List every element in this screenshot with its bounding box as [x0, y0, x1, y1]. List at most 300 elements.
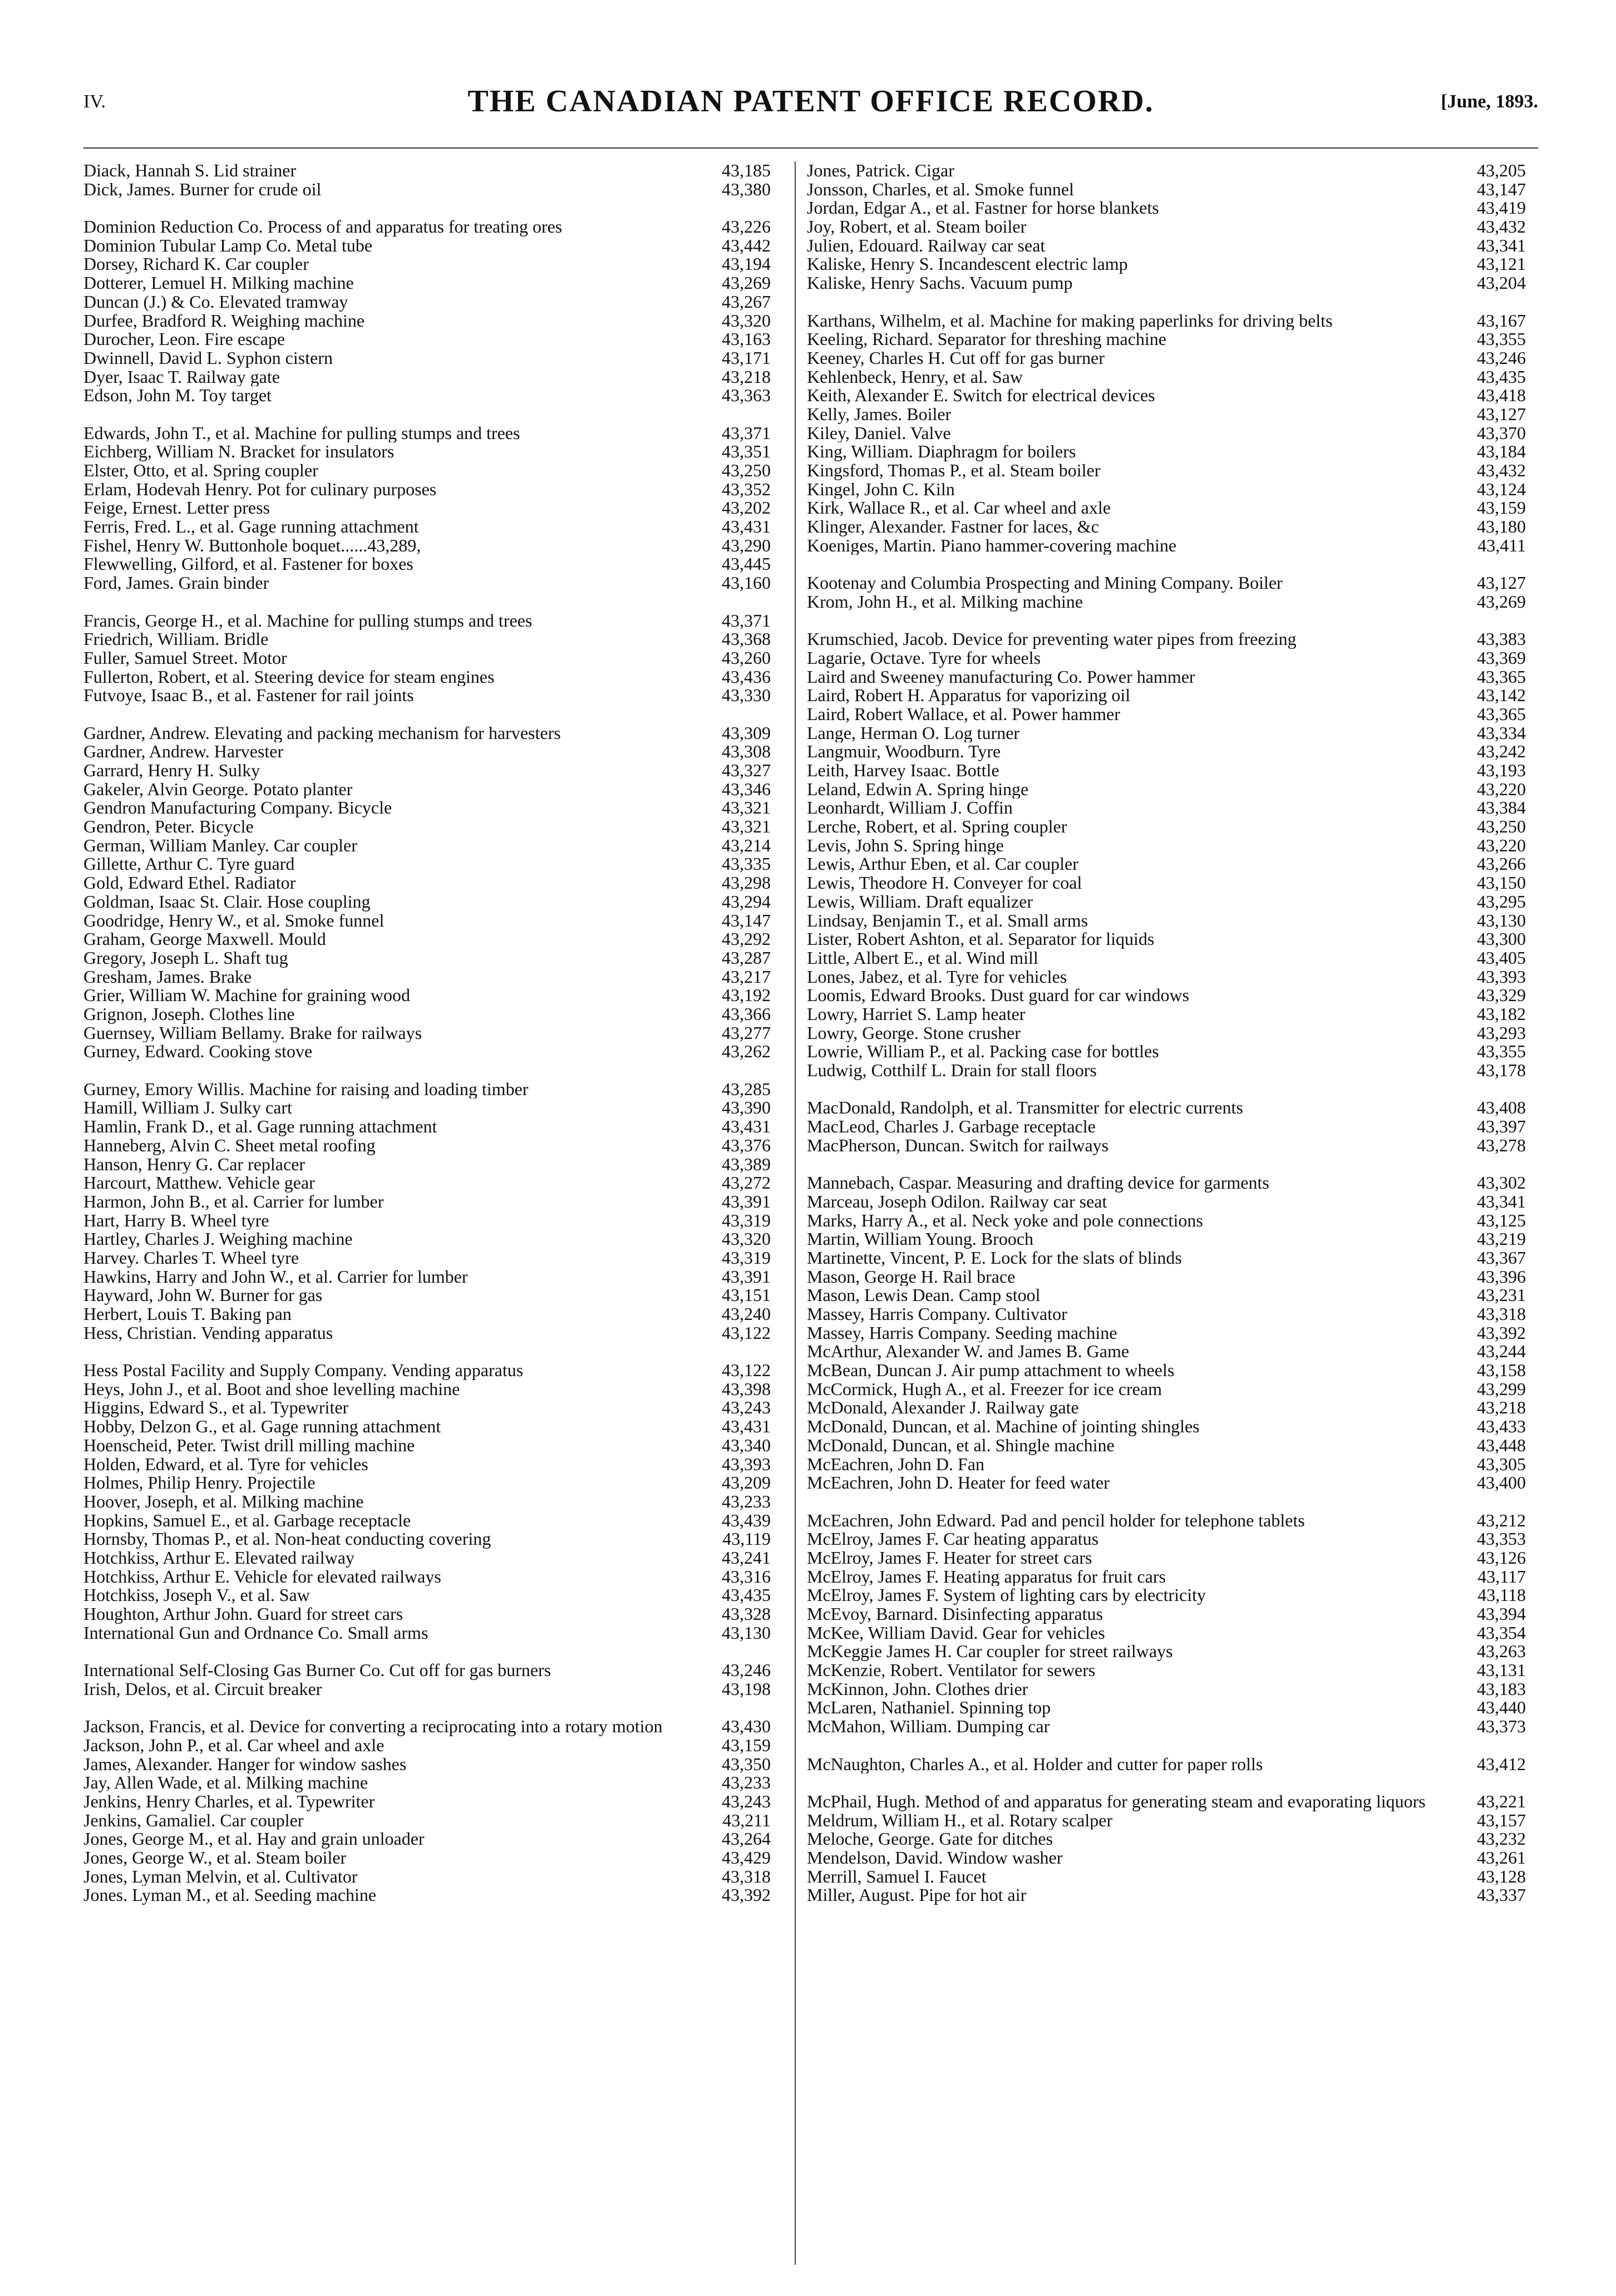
- index-entry: [83, 237, 771, 255]
- entry-text: James, Alexander. Hanger for window sashes: [83, 1755, 407, 1774]
- index-entry: [807, 293, 1526, 330]
- index-entry: [807, 1155, 1526, 1193]
- patent-number: 43,350: [722, 1753, 771, 1774]
- entry-text: Edwards, John T., et al. Machine for pulling stumps and trees: [83, 423, 520, 443]
- index-entry: [807, 1661, 1526, 1680]
- entry-text: Gendron Manufacturing Company. Bicycle: [83, 799, 392, 818]
- index-entry: [83, 1530, 771, 1549]
- entry-text: Goodridge, Henry W., et al. Smoke funnel: [83, 911, 385, 930]
- entry-text: Dominion Tubular Lamp Co. Metal tube: [83, 236, 373, 255]
- patent-number: 43,337: [1477, 1885, 1526, 1905]
- entry-text: Ferris, Fred. L., et al. Gage running attachment: [83, 518, 419, 536]
- patent-number: 43,285: [722, 1078, 771, 1099]
- entry-text: Karthans, Wilhelm, et al. Machine for making paperlinks for driving belts: [807, 311, 1333, 331]
- index-entry: [807, 1249, 1526, 1268]
- entry-text: Massey, Harris Company. Cultivator: [807, 1305, 1067, 1324]
- index-entry: [807, 480, 1526, 499]
- patent-number: 43,241: [722, 1547, 771, 1568]
- index-entry: [807, 705, 1526, 724]
- entry-text: Fullerton, Robert, et al. Steering device for steam engines: [83, 667, 495, 687]
- entry-text: Holden, Edward, et al. Tyre for vehicles: [83, 1455, 368, 1474]
- patent-number: 43,221: [1477, 1791, 1526, 1811]
- entry-text: Levis, John S. Spring hinge: [807, 836, 1004, 855]
- patent-number: 43,130: [722, 1622, 771, 1643]
- entry-text: Flewwelling, Gilford, et al. Fastener for boxes: [83, 555, 413, 574]
- patent-number: 43,278: [1477, 1135, 1526, 1155]
- entry-text: Jenkins, Henry Charles, et al. Typewriter: [83, 1792, 375, 1811]
- index-entry: [83, 1249, 771, 1268]
- patent-number: 43,340: [722, 1435, 771, 1455]
- patent-number: 43,147: [722, 910, 771, 930]
- patent-number: 43,432: [1477, 460, 1526, 480]
- patent-number: 43,328: [722, 1604, 771, 1624]
- index-entry: [807, 1455, 1526, 1474]
- entry-text: MacDonald, Randolph, et al. Transmitter for electric currents: [807, 1098, 1243, 1118]
- entry-text: Mannebach, Caspar. Measuring and drafting device for garments: [807, 1174, 1269, 1193]
- index-entry: [83, 799, 771, 817]
- entry-text: Martin, William Young. Brooch: [807, 1230, 1034, 1249]
- entry-text: Hamlin, Frank D., et al. Gage running attachment: [83, 1117, 437, 1136]
- index-entry: [807, 255, 1526, 274]
- patent-number: 43,218: [1477, 1397, 1526, 1418]
- index-entry: [83, 1586, 771, 1605]
- patent-number: 43,400: [1477, 1472, 1526, 1493]
- index-entry: [83, 461, 771, 480]
- patent-number: 43,266: [1477, 854, 1526, 874]
- entry-text: Fishel, Henry W. Buttonhole boquet......43,289,: [83, 536, 421, 555]
- index-entry: [807, 1830, 1526, 1849]
- index-entry: [83, 1436, 771, 1455]
- index-entry: [807, 968, 1526, 987]
- index-entry: [83, 1549, 771, 1568]
- index-entry: [83, 593, 771, 630]
- patent-number: 43,184: [1477, 441, 1526, 462]
- index-entry: [807, 237, 1526, 255]
- entry-text: Kootenay and Columbia Prospecting and Mining Company. Boiler: [807, 574, 1283, 593]
- index-entry: [807, 893, 1526, 911]
- patent-number: 43,220: [1477, 835, 1526, 855]
- index-entry: [83, 1511, 771, 1530]
- patent-number: 43,232: [1477, 1829, 1526, 1849]
- entry-text: Grignon, Joseph. Clothes line: [83, 1004, 295, 1024]
- header-rule: [83, 147, 1538, 149]
- patent-number: 43,435: [1477, 366, 1526, 387]
- patent-number: 43,371: [722, 610, 771, 630]
- patent-number: 43,412: [1477, 1753, 1526, 1774]
- index-entry: [83, 1230, 771, 1249]
- entry-text: Hanson, Henry G. Car replacer: [83, 1155, 306, 1174]
- entry-text: Hotchkiss, Arthur E. Vehicle for elevated railways: [83, 1567, 441, 1586]
- patent-number: 43,391: [722, 1266, 771, 1287]
- entry-text: Dorsey, Richard K. Car coupler: [83, 255, 309, 274]
- entry-text: McDonald, Duncan, et al. Machine of jointing shingles: [807, 1417, 1200, 1436]
- index-entry: [807, 330, 1526, 349]
- index-entry: [807, 1698, 1526, 1717]
- index-entry: [807, 930, 1526, 949]
- entry-text: McLaren, Nathaniel. Spinning top: [807, 1698, 1051, 1718]
- index-entry: [807, 1568, 1526, 1586]
- entry-text: Kirk, Wallace R., et al. Car wheel and axle: [807, 499, 1111, 518]
- entry-text: Harvey. Charles T. Wheel tyre: [83, 1248, 299, 1268]
- patent-number: 43,180: [1477, 516, 1526, 537]
- index-entry: [83, 1455, 771, 1474]
- entry-text: Gregory, Joseph L. Shaft tug: [83, 948, 288, 968]
- patent-number: 43,367: [1477, 1247, 1526, 1268]
- index-entry: [807, 424, 1526, 443]
- entry-text: Jenkins, Gamaliel. Car coupler: [83, 1811, 304, 1830]
- index-entry: [83, 705, 771, 742]
- patent-number: 43,346: [722, 779, 771, 799]
- patent-number: 43,341: [1477, 235, 1526, 255]
- patent-number: 43,243: [722, 1397, 771, 1418]
- entry-text: Fuller, Samuel Street. Motor: [83, 648, 287, 668]
- entry-text: Higgins, Edward S., et al. Typewriter: [83, 1398, 349, 1418]
- entry-text: Lewis, William. Draft equalizer: [807, 892, 1033, 911]
- patent-number: 43,130: [1477, 910, 1526, 930]
- entry-text: Jackson, Francis, et al. Device for converting a reciprocating into a rotary motion: [83, 1717, 663, 1736]
- index-entry: [807, 274, 1526, 293]
- entry-text: Dotterer, Lemuel H. Milking machine: [83, 274, 354, 293]
- index-entry: [807, 612, 1526, 649]
- index-entry: [83, 1155, 771, 1174]
- patent-number: 43,436: [722, 666, 771, 687]
- patent-number: 43,363: [722, 385, 771, 406]
- index-entry: [83, 1773, 771, 1792]
- patent-number: 43,354: [1477, 1622, 1526, 1643]
- index-entry: [83, 968, 771, 987]
- index-entry: [83, 761, 771, 780]
- entry-text: Joy, Robert, et al. Steam boiler: [807, 218, 1027, 237]
- index-entry: [83, 255, 771, 274]
- patent-number: 43,192: [722, 985, 771, 1006]
- patent-number: 43,122: [722, 1322, 771, 1343]
- index-entry: [83, 836, 771, 855]
- entry-text: Durfee, Bradford R. Weighing machine: [83, 311, 365, 331]
- index-entry: [807, 949, 1526, 968]
- entry-text: Harmon, John B., et al. Carrier for lumber: [83, 1192, 384, 1211]
- entry-text: Gurney, Edward. Cooking stove: [83, 1042, 313, 1062]
- patent-number: 43,205: [1477, 160, 1526, 180]
- patent-number: 43,393: [1477, 966, 1526, 987]
- entry-text: Harcourt, Matthew. Vehicle gear: [83, 1174, 315, 1193]
- index-entry: [83, 986, 771, 1005]
- entry-text: Jones. Lyman M., et al. Seeding machine: [83, 1886, 377, 1905]
- entry-text: Friedrich, William. Bridle: [83, 630, 269, 649]
- entry-text: McElroy, James F. Heating apparatus for fruit cars: [807, 1567, 1166, 1586]
- patent-number: 43,262: [722, 1041, 771, 1062]
- index-entry: [83, 1568, 771, 1586]
- patent-number: 43,365: [1477, 666, 1526, 687]
- index-entry: [83, 199, 771, 236]
- index-entry: [807, 1736, 1526, 1773]
- entry-text: Kingsford, Thomas P., et al. Steam boiler: [807, 461, 1101, 480]
- entry-text: McElroy, James F. System of lighting cars by electricity: [807, 1586, 1206, 1605]
- patent-number: 43,405: [1477, 947, 1526, 968]
- patent-number: 43,231: [1477, 1285, 1526, 1305]
- index-entry: [83, 1211, 771, 1230]
- patent-number: 43,334: [1477, 722, 1526, 743]
- patent-number: 43,142: [1477, 685, 1526, 706]
- index-entry: [807, 1193, 1526, 1211]
- patent-number: 43,370: [1477, 422, 1526, 443]
- patent-number: 43,157: [1477, 1810, 1526, 1830]
- index-entry: [83, 180, 771, 199]
- entry-text: Ford, James. Grain binder: [83, 574, 269, 593]
- index-entry: [807, 1530, 1526, 1549]
- index-entry: [807, 1211, 1526, 1230]
- entry-text: Hotchkiss, Arthur E. Elevated railway: [83, 1548, 354, 1568]
- index-entry: [83, 930, 771, 949]
- entry-text: McEachren, John D. Fan: [807, 1455, 985, 1474]
- entry-text: Mason, George H. Rail brace: [807, 1267, 1016, 1287]
- patent-number: 43,158: [1477, 1360, 1526, 1381]
- entry-text: Mason, Lewis Dean. Camp stool: [807, 1286, 1041, 1305]
- entry-text: Edson, John M. Toy target: [83, 386, 272, 405]
- patent-number: 43,365: [1477, 703, 1526, 724]
- patent-number: 43,330: [722, 685, 771, 706]
- entry-text: Massey, Harris Company. Seeding machine: [807, 1323, 1117, 1343]
- patent-number: 43,299: [1477, 1378, 1526, 1399]
- index-entry: [807, 686, 1526, 705]
- entry-text: Gurney, Emory Willis. Machine for raising and loading timber: [83, 1080, 529, 1099]
- patent-number: 43,212: [1477, 1510, 1526, 1530]
- index-entry: [83, 686, 771, 705]
- patent-number: 43,308: [722, 741, 771, 762]
- entry-text: Dyer, Isaac T. Railway gate: [83, 367, 280, 387]
- entry-text: Gardner, Andrew. Harvester: [83, 742, 284, 762]
- entry-text: Hamill, William J. Sulky cart: [83, 1098, 292, 1118]
- patent-number: 43,125: [1477, 1210, 1526, 1230]
- entry-text: Leith, Harvey Isaac. Bottle: [807, 761, 999, 780]
- entry-text: Hotchkiss, Joseph V., et al. Saw: [83, 1586, 310, 1605]
- index-entry: [83, 1417, 771, 1436]
- left-column: [83, 161, 771, 1905]
- entry-text: Hayward, John W. Burner for gas: [83, 1286, 323, 1305]
- index-entry: [83, 1849, 771, 1868]
- index-entry: [807, 1680, 1526, 1699]
- entry-text: Keeney, Charles H. Cut off for gas burner: [807, 348, 1105, 368]
- index-entry: [807, 1024, 1526, 1043]
- index-entry: [807, 1586, 1526, 1605]
- entry-text: Hobby, Delzon G., et al. Gage running attachment: [83, 1417, 441, 1436]
- entry-text: Jackson, John P., et al. Car wheel and axle: [83, 1736, 385, 1755]
- patent-number: 43,321: [722, 816, 771, 837]
- index-entry: [83, 330, 771, 349]
- entry-text: McKinnon, John. Clothes drier: [807, 1679, 1028, 1699]
- patent-number: 43,272: [722, 1172, 771, 1193]
- entry-text: Hess, Christian. Vending apparatus: [83, 1323, 333, 1343]
- patent-number: 43,126: [1477, 1547, 1526, 1568]
- patent-number: 43,369: [1477, 647, 1526, 668]
- entry-text: Hopkins, Samuel E., et al. Garbage receptacle: [83, 1511, 411, 1530]
- entry-text: International Gun and Ordnance Co. Small arms: [83, 1623, 428, 1643]
- entry-text: Jones, George M., et al. Hay and grain unloader: [83, 1830, 425, 1849]
- index-entry: [83, 893, 771, 911]
- patent-number: 43,448: [1477, 1435, 1526, 1455]
- patent-number: 43,319: [722, 1210, 771, 1230]
- index-entry: [807, 855, 1526, 874]
- entry-text: Jay, Allen Wade, et al. Milking machine: [83, 1773, 368, 1792]
- patent-number: 43,211: [722, 1810, 771, 1830]
- index-entry: [807, 442, 1526, 461]
- patent-number: 43,316: [722, 1566, 771, 1586]
- index-entry: [807, 349, 1526, 368]
- index-entry: [83, 780, 771, 799]
- index-entry: [807, 593, 1526, 612]
- index-entry: [807, 518, 1526, 536]
- patent-number: 43,319: [722, 1247, 771, 1268]
- index-entry: [807, 1286, 1526, 1305]
- entry-text: Lewis, Theodore H. Conveyer for coal: [807, 874, 1082, 893]
- patent-number: 43,160: [722, 573, 771, 593]
- patent-number: 43,117: [1477, 1566, 1526, 1586]
- patent-number: 43,194: [722, 254, 771, 274]
- index-entry: [807, 368, 1526, 387]
- index-entry: [83, 742, 771, 761]
- index-entry: [807, 742, 1526, 761]
- index-entry: [807, 1398, 1526, 1417]
- entry-text: Miller, August. Pipe for hot air: [807, 1886, 1027, 1905]
- index-entry: [807, 1117, 1526, 1136]
- entry-text: Meloche, George. Gate for ditches: [807, 1830, 1053, 1849]
- index-entry: [807, 817, 1526, 836]
- index-entry: [83, 1736, 771, 1755]
- index-entry: [807, 1230, 1526, 1249]
- patent-number: 43,295: [1477, 891, 1526, 911]
- entry-text: Irish, Delos, et al. Circuit breaker: [83, 1679, 322, 1699]
- index-entry: [83, 1868, 771, 1886]
- index-entry: [83, 555, 771, 574]
- entry-text: Mendelson, David. Window washer: [807, 1848, 1063, 1868]
- entry-text: Laird and Sweeney manufacturing Co. Power hammer: [807, 667, 1195, 687]
- patent-number: 43,185: [722, 160, 771, 180]
- index-entry: [807, 1305, 1526, 1324]
- entry-text: McPhail, Hugh. Method of and apparatus for generating steam and evaporating liquors: [807, 1792, 1426, 1811]
- patent-number: 43,408: [1477, 1097, 1526, 1118]
- entry-text: McDonald, Duncan, et al. Shingle machine: [807, 1436, 1115, 1455]
- patent-number: 43,442: [722, 235, 771, 255]
- entry-text: Graham, George Maxwell. Mould: [83, 930, 326, 949]
- entry-text: Lowry, George. Stone crusher: [807, 1023, 1021, 1043]
- patent-number: 43,392: [722, 1885, 771, 1905]
- entry-text: Hoover, Joseph, et al. Milking machine: [83, 1492, 364, 1511]
- patent-number: 43,393: [722, 1454, 771, 1474]
- index-entry: [807, 218, 1526, 237]
- entry-text: Duncan (J.) & Co. Elevated tramway: [83, 292, 348, 312]
- entry-text: Martinette, Vincent, P. E. Lock for the slats of blinds: [807, 1248, 1182, 1268]
- entry-text: International Self-Closing Gas Burner Co. Cut off for gas burners: [83, 1661, 551, 1680]
- index-entry: [83, 293, 771, 312]
- index-entry: [807, 1268, 1526, 1287]
- index-entry: [83, 312, 771, 331]
- patent-number: 43,309: [722, 722, 771, 743]
- patent-number: 43,260: [722, 647, 771, 668]
- patent-number: 43,429: [722, 1847, 771, 1868]
- index-entry: [807, 1886, 1526, 1905]
- index-entry: [807, 724, 1526, 743]
- entry-text: Herbert, Louis T. Baking pan: [83, 1305, 292, 1324]
- patent-number: 43,204: [1477, 273, 1526, 293]
- index-entry: [807, 199, 1526, 218]
- patent-number: 43,147: [1477, 179, 1526, 199]
- entry-text: Dominion Reduction Co. Process of and apparatus for treating ores: [83, 218, 563, 237]
- index-entry: [807, 555, 1526, 592]
- patent-number: 43,127: [1477, 403, 1526, 424]
- entry-text: Eichberg, William N. Bracket for insulators: [83, 442, 395, 462]
- entry-text: Lerche, Robert, et al. Spring coupler: [807, 817, 1067, 836]
- patent-number: 43,389: [722, 1154, 771, 1174]
- page-header: [83, 83, 1538, 128]
- entry-text: Klinger, Alexander. Fastner for laces, &c: [807, 518, 1099, 536]
- entry-text: McMahon, William. Dumping car: [807, 1717, 1050, 1736]
- index-entry: [807, 1324, 1526, 1343]
- patent-number: 43,240: [722, 1304, 771, 1324]
- patent-number: 43,293: [1477, 1022, 1526, 1043]
- patent-number: 43,122: [722, 1360, 771, 1381]
- index-entry: [83, 499, 771, 518]
- patent-number: 43,383: [1477, 629, 1526, 649]
- index-entry: [807, 1342, 1526, 1361]
- patent-number: 43,411: [1477, 535, 1526, 555]
- entry-text: Laird, Robert Wallace, et al. Power hammer: [807, 704, 1120, 724]
- entry-text: McKenzie, Robert. Ventilator for sewers: [807, 1661, 1096, 1680]
- entry-text: Hornsby, Thomas P., et al. Non-heat conducting covering: [83, 1530, 491, 1549]
- entry-text: MacLeod, Charles J. Garbage receptacle: [807, 1117, 1096, 1136]
- entry-text: Diack, Hannah S. Lid strainer: [83, 161, 297, 180]
- index-entry: [83, 1624, 771, 1643]
- entry-text: McArthur, Alexander W. and James B. Game: [807, 1342, 1130, 1362]
- index-entry: [83, 1492, 771, 1511]
- entry-text: Kelly, James. Boiler: [807, 405, 952, 424]
- index-entry: [83, 1305, 771, 1324]
- entry-text: Leonhardt, William J. Coffin: [807, 799, 1013, 818]
- entry-text: McElroy, James F. Heater for street cars: [807, 1548, 1092, 1568]
- patent-number: 43,119: [722, 1529, 771, 1549]
- entry-text: Lones, Jabez, et al. Tyre for vehicles: [807, 967, 1067, 987]
- index-entry: [83, 1886, 771, 1905]
- index-entry: [83, 630, 771, 649]
- patent-number: 43,318: [1477, 1304, 1526, 1324]
- patent-number: 43,226: [722, 216, 771, 237]
- index-entry: [83, 1024, 771, 1043]
- patent-number: 43,366: [722, 1003, 771, 1024]
- entry-text: Koeniges, Martin. Piano hammer-covering machine: [807, 536, 1177, 555]
- index-entry: [83, 1286, 771, 1305]
- index-entry: [807, 780, 1526, 799]
- index-entry: [83, 1380, 771, 1399]
- index-entry: [807, 1868, 1526, 1886]
- index-entry: [83, 1042, 771, 1061]
- entry-text: Lister, Robert Ashton, et al. Separator for liquids: [807, 930, 1155, 949]
- patent-number: 43,396: [1477, 1266, 1526, 1287]
- entry-text: Lagarie, Octave. Tyre for wheels: [807, 648, 1041, 668]
- index-entry: [83, 1117, 771, 1136]
- entry-text: Jones, George W., et al. Steam boiler: [83, 1848, 347, 1868]
- index-entry: [83, 1755, 771, 1774]
- patent-number: 43,292: [722, 929, 771, 949]
- index-entry: [807, 536, 1526, 555]
- index-entry: [807, 161, 1526, 180]
- entry-text: Durocher, Leon. Fire escape: [83, 330, 285, 349]
- entry-text: Keeling, Richard. Separator for threshing machine: [807, 330, 1166, 349]
- index-entry: [83, 274, 771, 293]
- index-entry: [83, 480, 771, 499]
- patent-number: 43,127: [1477, 573, 1526, 593]
- entry-text: McCormick, Hugh A., et al. Freezer for ice cream: [807, 1379, 1162, 1399]
- index-entry: [807, 461, 1526, 480]
- patent-number: 43,320: [722, 310, 771, 331]
- index-entry: [83, 349, 771, 368]
